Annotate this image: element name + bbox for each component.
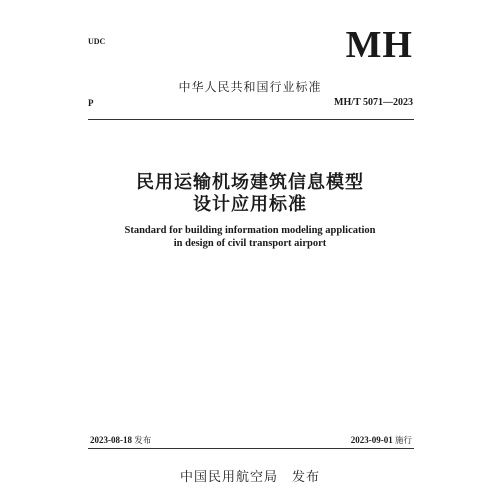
udc-label: UDC: [88, 37, 106, 46]
bottom-divider: [88, 448, 414, 449]
category-code: P: [88, 98, 94, 108]
top-divider: [88, 119, 414, 120]
issue-date-block: [90, 434, 151, 446]
title-cn-line2: 设计应用标准: [193, 194, 307, 215]
industry-standard-heading: 中华人民共和国行业标准: [178, 80, 322, 94]
implement-date: 2023-09-01: [350, 435, 393, 445]
issue-date: 2023-08-18: [90, 435, 132, 445]
industry-code-mh: MH: [345, 24, 413, 66]
standard-number: MH/T 5071—2023: [334, 97, 413, 108]
implement-date-block: [351, 434, 412, 446]
implement-label: 施行: [394, 436, 412, 446]
publisher: 中国民用航空局 发布: [179, 470, 320, 485]
title-en-line1: Standard for building information modeling application: [124, 225, 376, 236]
issue-label: 发布: [134, 436, 152, 446]
title-en-line2: in design of civil transport airport: [173, 238, 327, 249]
title-cn-line1: 民用运输机场建筑信息模型: [136, 172, 364, 193]
